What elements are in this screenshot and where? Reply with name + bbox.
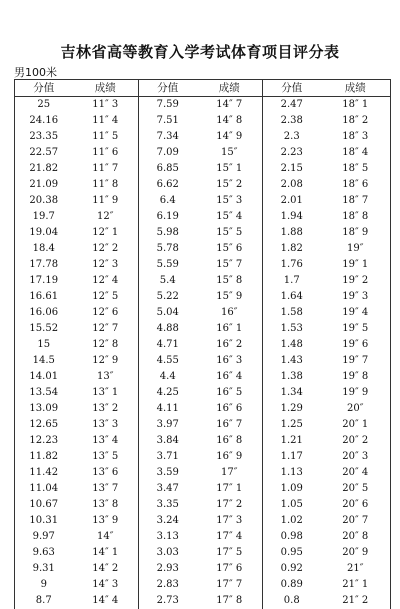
time-cell: 11″ 7 [73,161,139,177]
time-cell: 15″ 1 [197,161,263,177]
score-cell: 3.35 [139,497,197,513]
score-cell: 16.06 [15,305,73,321]
table-row [15,497,391,513]
time-cell: 11″ 5 [73,129,139,145]
score-cell: 5.59 [139,257,197,273]
score-cell: 2.47 [263,97,321,114]
table-row [15,465,391,481]
time-cell: 16″ 2 [197,337,263,353]
score-cell: 11.42 [15,465,73,481]
score-cell: 9.97 [15,529,73,545]
score-cell: 15.52 [15,321,73,337]
score-cell: 2.38 [263,113,321,129]
score-cell: 21.82 [15,161,73,177]
score-cell: 0.95 [263,545,321,561]
time-cell: 17″ 6 [197,561,263,577]
time-cell: 12″ 7 [73,321,139,337]
table-row [15,353,391,369]
score-cell: 24.16 [15,113,73,129]
score-cell: 13.09 [15,401,73,417]
time-cell: 17″ 5 [197,545,263,561]
time-cell: 13″ 6 [73,465,139,481]
time-cell: 20″ 2 [321,433,391,449]
time-cell: 19″ 1 [321,257,391,273]
score-cell: 4.25 [139,385,197,401]
score-cell: 12.65 [15,417,73,433]
score-table-body [15,97,391,609]
table-row [15,449,391,465]
time-cell: 19″ 3 [321,289,391,305]
time-cell: 17″ 4 [197,529,263,545]
time-cell: 16″ [197,305,263,321]
score-cell: 6.4 [139,193,197,209]
time-cell: 19″ [321,241,391,257]
time-cell: 17″ 7 [197,577,263,593]
table-row [15,241,391,257]
header-cell: 分值 [139,80,197,97]
score-cell: 11.82 [15,449,73,465]
header-row [15,80,391,97]
score-cell: 3.24 [139,513,197,529]
score-table [14,79,391,609]
table-row [15,561,391,577]
score-cell: 4.4 [139,369,197,385]
time-cell: 12″ 8 [73,337,139,353]
time-cell: 17″ 3 [197,513,263,529]
time-cell: 15″ 2 [197,177,263,193]
time-cell: 21″ 1 [321,577,391,593]
time-cell: 16″ 5 [197,385,263,401]
time-cell: 16″ 7 [197,417,263,433]
table-row [15,305,391,321]
score-cell: 1.05 [263,497,321,513]
score-cell: 1.58 [263,305,321,321]
score-cell: 1.64 [263,289,321,305]
score-cell: 11.04 [15,481,73,497]
time-cell: 20″ 4 [321,465,391,481]
score-cell: 14.01 [15,369,73,385]
score-cell: 18.4 [15,241,73,257]
table-row [15,545,391,561]
table-row [15,337,391,353]
time-cell: 19″ 8 [321,369,391,385]
time-cell: 14″ 1 [73,545,139,561]
score-cell: 1.48 [263,337,321,353]
table-row [15,129,391,145]
time-cell: 14″ 7 [197,97,263,114]
score-cell: 25 [15,97,73,114]
time-cell: 17″ 2 [197,497,263,513]
score-cell: 1.94 [263,209,321,225]
score-cell: 0.8 [263,593,321,609]
time-cell: 13″ 2 [73,401,139,417]
time-cell: 11″ 4 [73,113,139,129]
table-row [15,321,391,337]
time-cell: 11″ 8 [73,177,139,193]
score-cell: 1.17 [263,449,321,465]
table-row [15,273,391,289]
time-cell: 16″ 4 [197,369,263,385]
score-cell: 17.78 [15,257,73,273]
table-row [15,401,391,417]
score-cell: 2.3 [263,129,321,145]
score-cell: 1.38 [263,369,321,385]
time-cell: 11″ 6 [73,145,139,161]
score-cell: 1.29 [263,401,321,417]
score-cell: 5.78 [139,241,197,257]
score-cell: 12.23 [15,433,73,449]
score-cell: 8.7 [15,593,73,609]
time-cell: 18″ 9 [321,225,391,241]
time-cell: 18″ 3 [321,129,391,145]
time-cell: 18″ 7 [321,193,391,209]
score-cell: 2.15 [263,161,321,177]
header-cell: 成绩 [73,80,139,97]
event-subtitle: 男100米 [14,64,57,80]
score-cell: 4.55 [139,353,197,369]
score-cell: 9.31 [15,561,73,577]
score-cell: 23.35 [15,129,73,145]
table-row [15,481,391,497]
time-cell: 20″ 5 [321,481,391,497]
time-cell: 12″ 2 [73,241,139,257]
time-cell: 20″ [321,401,391,417]
header-cell: 成绩 [321,80,391,97]
score-cell: 9.63 [15,545,73,561]
score-cell: 22.57 [15,145,73,161]
score-cell: 20.38 [15,193,73,209]
score-cell: 1.02 [263,513,321,529]
time-cell: 16″ 6 [197,401,263,417]
score-cell: 3.71 [139,449,197,465]
score-cell: 7.09 [139,145,197,161]
time-cell: 20″ 9 [321,545,391,561]
time-cell: 19″ 4 [321,305,391,321]
time-cell: 12″ 5 [73,289,139,305]
time-cell: 13″ 1 [73,385,139,401]
time-cell: 15″ 6 [197,241,263,257]
time-cell: 14″ 3 [73,577,139,593]
table-row [15,97,391,114]
score-cell: 1.09 [263,481,321,497]
time-cell: 12″ 9 [73,353,139,369]
score-cell: 1.82 [263,241,321,257]
time-cell: 12″ [73,209,139,225]
time-cell: 19″ 7 [321,353,391,369]
time-cell: 14″ 2 [73,561,139,577]
score-cell: 7.51 [139,113,197,129]
time-cell: 18″ 4 [321,145,391,161]
time-cell: 20″ 3 [321,449,391,465]
table-row [15,385,391,401]
time-cell: 16″ 8 [197,433,263,449]
score-cell: 2.93 [139,561,197,577]
header-cell: 成绩 [197,80,263,97]
score-cell: 7.59 [139,97,197,114]
score-cell: 5.22 [139,289,197,305]
score-cell: 17.19 [15,273,73,289]
score-cell: 4.71 [139,337,197,353]
time-cell: 13″ 3 [73,417,139,433]
time-cell: 15″ 4 [197,209,263,225]
time-cell: 20″ 8 [321,529,391,545]
score-cell: 4.11 [139,401,197,417]
table-row [15,289,391,305]
table-row [15,193,391,209]
time-cell: 18″ 1 [321,97,391,114]
score-cell: 1.25 [263,417,321,433]
score-cell: 6.85 [139,161,197,177]
time-cell: 15″ 7 [197,257,263,273]
time-cell: 18″ 8 [321,209,391,225]
time-cell: 13″ [73,369,139,385]
score-cell: 2.08 [263,177,321,193]
time-cell: 13″ 4 [73,433,139,449]
score-cell: 0.89 [263,577,321,593]
time-cell: 18″ 2 [321,113,391,129]
table-row [15,417,391,433]
score-table-header [15,80,391,97]
table-row [15,225,391,241]
score-cell: 10.31 [15,513,73,529]
time-cell: 20″ 7 [321,513,391,529]
time-cell: 17″ [197,465,263,481]
table-row [15,369,391,385]
time-cell: 16″ 9 [197,449,263,465]
header-cell: 分值 [263,80,321,97]
score-cell: 14.5 [15,353,73,369]
page-title: 吉林省高等教育入学考试体育项目评分表 [0,41,400,62]
score-cell: 10.67 [15,497,73,513]
score-cell: 3.84 [139,433,197,449]
score-cell: 3.97 [139,417,197,433]
time-cell: 15″ 9 [197,289,263,305]
time-cell: 19″ 9 [321,385,391,401]
time-cell: 16″ 1 [197,321,263,337]
time-cell: 12″ 3 [73,257,139,273]
score-cell: 1.13 [263,465,321,481]
time-cell: 15″ 3 [197,193,263,209]
score-cell: 2.83 [139,577,197,593]
score-cell: 3.59 [139,465,197,481]
score-cell: 9 [15,577,73,593]
score-cell: 2.01 [263,193,321,209]
time-cell: 12″ 1 [73,225,139,241]
score-cell: 5.4 [139,273,197,289]
time-cell: 15″ 8 [197,273,263,289]
time-cell: 16″ 3 [197,353,263,369]
time-cell: 14″ 8 [197,113,263,129]
time-cell: 18″ 5 [321,161,391,177]
score-cell: 13.54 [15,385,73,401]
time-cell: 20″ 6 [321,497,391,513]
time-cell: 12″ 4 [73,273,139,289]
score-cell: 2.23 [263,145,321,161]
time-cell: 18″ 6 [321,177,391,193]
score-cell: 21.09 [15,177,73,193]
score-cell: 6.19 [139,209,197,225]
time-cell: 19″ 2 [321,273,391,289]
time-cell: 15″ 5 [197,225,263,241]
table-row [15,593,391,609]
score-cell: 15 [15,337,73,353]
table-row [15,161,391,177]
score-cell: 1.76 [263,257,321,273]
time-cell: 20″ 1 [321,417,391,433]
score-cell: 1.21 [263,433,321,449]
time-cell: 13″ 5 [73,449,139,465]
table-row [15,257,391,273]
score-cell: 0.92 [263,561,321,577]
time-cell: 14″ 4 [73,593,139,609]
table-row [15,577,391,593]
time-cell: 14″ [73,529,139,545]
score-cell: 1.53 [263,321,321,337]
score-cell: 1.43 [263,353,321,369]
time-cell: 15″ [197,145,263,161]
table-row [15,145,391,161]
time-cell: 21″ 2 [321,593,391,609]
time-cell: 12″ 6 [73,305,139,321]
score-cell: 1.34 [263,385,321,401]
time-cell: 14″ 9 [197,129,263,145]
score-cell: 5.98 [139,225,197,241]
time-cell: 13″ 9 [73,513,139,529]
score-cell: 7.34 [139,129,197,145]
table-row [15,113,391,129]
time-cell: 11″ 9 [73,193,139,209]
time-cell: 17″ 8 [197,593,263,609]
score-cell: 3.03 [139,545,197,561]
score-cell: 2.73 [139,593,197,609]
time-cell: 19″ 6 [321,337,391,353]
score-cell: 3.13 [139,529,197,545]
time-cell: 17″ 1 [197,481,263,497]
table-row [15,177,391,193]
score-cell: 3.47 [139,481,197,497]
time-cell: 13″ 8 [73,497,139,513]
score-cell: 1.7 [263,273,321,289]
score-cell: 0.98 [263,529,321,545]
score-cell: 16.61 [15,289,73,305]
time-cell: 11″ 3 [73,97,139,114]
score-cell: 4.88 [139,321,197,337]
score-cell: 6.62 [139,177,197,193]
table-row [15,433,391,449]
time-cell: 13″ 7 [73,481,139,497]
time-cell: 21″ [321,561,391,577]
header-cell: 分值 [15,80,73,97]
table-row [15,209,391,225]
table-row [15,529,391,545]
score-cell: 5.04 [139,305,197,321]
score-cell: 19.04 [15,225,73,241]
score-cell: 1.88 [263,225,321,241]
score-cell: 19.7 [15,209,73,225]
time-cell: 19″ 5 [321,321,391,337]
table-row [15,513,391,529]
